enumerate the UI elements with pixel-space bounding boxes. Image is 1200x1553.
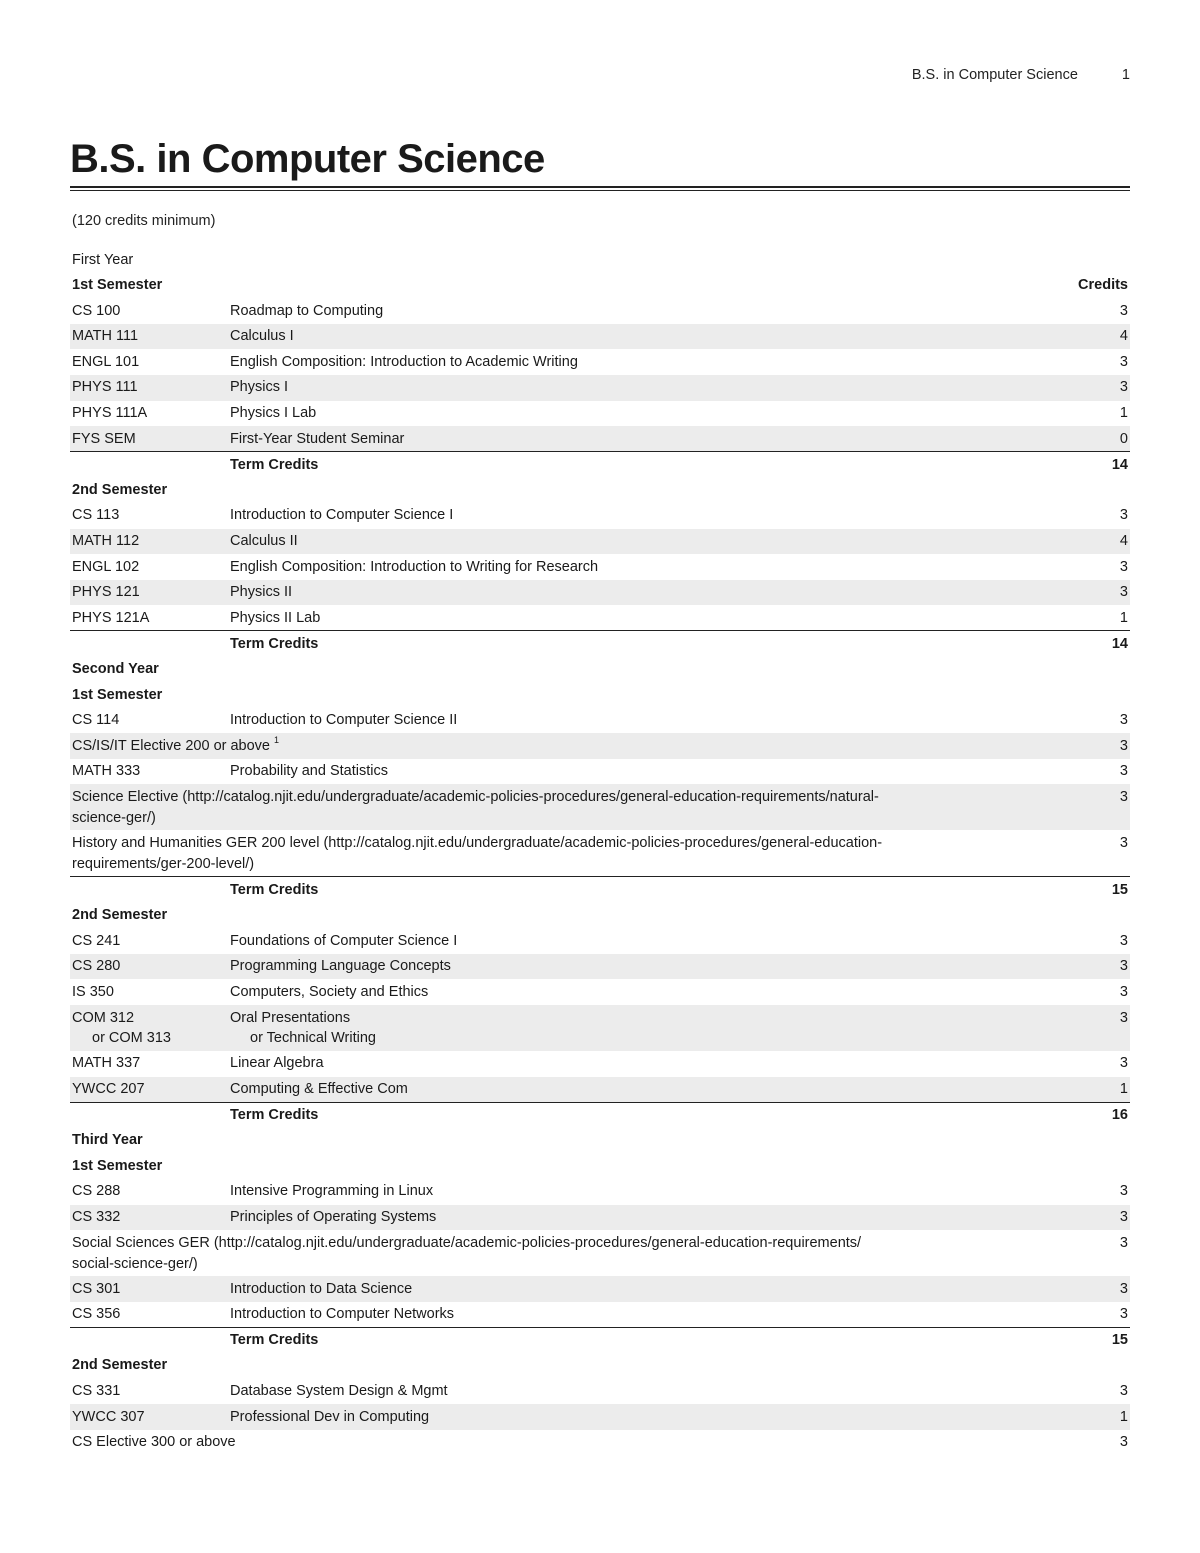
course-code-text: ENGL 102: [72, 558, 140, 575]
course-code-text: ENGL 101: [72, 353, 140, 370]
course-title-text: Physics I: [230, 379, 289, 396]
course-requirement: [70, 830, 988, 877]
course-code-text: IS 350: [72, 983, 114, 1000]
course-title-text: Introduction to Computer Science II: [230, 712, 458, 729]
course-code-text: COM 312: [72, 1009, 135, 1026]
course-code-text: PHYS 111: [72, 379, 138, 396]
course-code: [70, 375, 228, 401]
course-credits: 3: [1119, 1183, 1128, 1200]
course-row: [70, 1378, 1130, 1404]
course-credits: 3: [1119, 1055, 1128, 1072]
course-code: [70, 401, 228, 427]
course-row: [70, 784, 1130, 830]
course-title-text: Introduction to Computer Networks: [230, 1306, 455, 1323]
course-title: [228, 954, 988, 980]
course-title-text: Physics I Lab: [230, 405, 317, 422]
course-row: [70, 503, 1130, 529]
requirement-text: CS Elective 300 or above: [72, 1434, 236, 1451]
course-code: [70, 759, 228, 785]
course-code: [70, 580, 228, 606]
course-row: [70, 298, 1130, 324]
credits-column-header: Credits: [1078, 277, 1128, 294]
semester-label: 2nd Semester: [72, 481, 168, 498]
requirement-text-continued: requirements/ger-200-level/): [72, 855, 255, 872]
term-credits-spacer: [70, 877, 228, 903]
course-code: [70, 1005, 228, 1051]
alternate-course-code: or COM 313: [92, 1030, 171, 1047]
year-heading-row: [70, 247, 1130, 273]
term-credits-value: 16: [988, 1102, 1130, 1128]
course-row: [70, 979, 1130, 1005]
course-title: [228, 324, 988, 350]
course-title: [228, 1179, 988, 1205]
course-code: [70, 1077, 228, 1103]
course-credits: 3: [988, 1276, 1130, 1302]
course-row: [70, 580, 1130, 606]
course-requirement: [70, 1230, 988, 1276]
course-credits: 3: [1119, 1306, 1128, 1323]
course-title: [228, 554, 988, 580]
course-title: [228, 503, 988, 529]
course-code: [70, 1302, 228, 1328]
course-credits: 3: [988, 1005, 1130, 1051]
course-requirement: [70, 1430, 988, 1456]
course-title-text: Principles of Operating Systems: [230, 1209, 437, 1225]
course-row: [70, 1302, 1130, 1328]
course-credits: 3: [988, 954, 1130, 980]
term-credits-row: [70, 631, 1130, 657]
course-title: [228, 708, 988, 734]
course-row: [70, 375, 1130, 401]
course-row: [70, 1179, 1130, 1205]
curriculum-table: [70, 247, 1130, 1455]
course-code-text: CS 241: [72, 932, 121, 949]
course-title: [228, 605, 988, 631]
course-code: [70, 979, 228, 1005]
footnote-marker: 1: [274, 734, 280, 745]
course-code-text: FYS SEM: [72, 430, 136, 447]
course-code: [70, 426, 228, 452]
course-title-text: Programming Language Concepts: [230, 958, 451, 975]
course-title: [228, 298, 988, 324]
term-credits-row: [70, 452, 1130, 478]
term-credits-row: [70, 877, 1130, 903]
course-credits: 3: [1119, 1434, 1128, 1451]
course-credits: 1: [988, 1404, 1130, 1430]
course-credits: 3: [1119, 932, 1128, 949]
credits-minimum-note: (120 credits minimum): [72, 213, 216, 229]
course-row: [70, 529, 1130, 555]
course-code-text: CS 301: [72, 1280, 121, 1297]
course-title-text: Physics II Lab: [230, 609, 321, 626]
course-title: [228, 1077, 988, 1103]
course-code: [70, 324, 228, 350]
course-code-text: YWCC 307: [72, 1408, 145, 1425]
course-code: [70, 1051, 228, 1077]
course-row: [70, 1205, 1130, 1231]
alternate-course-title: or Technical Writing: [250, 1030, 376, 1047]
course-title-text: English Composition: Introduction to Academic Writing: [230, 353, 578, 370]
course-code: [70, 349, 228, 375]
course-code-text: MATH 337: [72, 1055, 141, 1072]
page-number: 1: [1121, 67, 1130, 83]
course-code: [70, 554, 228, 580]
semester-heading-row: [70, 273, 1130, 299]
semester-label: 2nd Semester: [72, 907, 168, 924]
course-title-text: Probability and Statistics: [230, 763, 388, 780]
term-credits-value: 14: [988, 452, 1130, 478]
course-credits: 3: [1119, 712, 1128, 729]
course-code-text: CS 113: [72, 507, 120, 524]
course-title: [228, 979, 988, 1005]
course-row: [70, 1430, 1130, 1456]
course-row: [70, 733, 1130, 759]
semester-heading-row: [70, 1353, 1130, 1379]
course-credits: 3: [1119, 302, 1128, 319]
course-code: [70, 503, 228, 529]
course-title: [228, 1378, 988, 1404]
course-title-text: Introduction to Computer Science I: [230, 507, 454, 524]
course-row: [70, 1005, 1130, 1051]
course-title: [228, 928, 988, 954]
course-title: [228, 426, 988, 452]
semester-heading-row: [70, 682, 1130, 708]
course-title-text: English Composition: Introduction to Writing for Research: [230, 558, 599, 575]
term-credits-row: [70, 1102, 1130, 1128]
course-title-text: Intensive Programming in Linux: [230, 1183, 434, 1200]
course-title-text: Professional Dev in Computing: [230, 1408, 430, 1425]
term-credits-label: Term Credits: [228, 452, 988, 478]
term-credits-spacer: [70, 1102, 228, 1128]
course-credits: 3: [988, 580, 1130, 606]
course-title-text: Linear Algebra: [230, 1055, 324, 1072]
course-title: [228, 1302, 988, 1328]
course-credits: 3: [1119, 1235, 1128, 1252]
course-code-text: MATH 112: [72, 533, 140, 550]
course-row: [70, 928, 1130, 954]
semester-heading-row: [70, 477, 1130, 503]
page-title: B.S. in Computer Science: [70, 137, 545, 181]
course-credits: 3: [1119, 507, 1128, 524]
term-credits-label: Term Credits: [228, 631, 988, 657]
requirement-text-continued: social-science-ger/): [72, 1255, 198, 1272]
term-credits-label: Term Credits: [228, 1102, 988, 1128]
term-credits-value: 14: [988, 631, 1130, 657]
semester-label: 1st Semester: [72, 1157, 163, 1174]
course-credits: 3: [988, 733, 1130, 759]
course-title-text: Roadmap to Computing: [230, 302, 384, 319]
course-code: [70, 1179, 228, 1205]
course-row: [70, 554, 1130, 580]
course-code-text: CS 332: [72, 1209, 121, 1225]
course-credits: 0: [988, 426, 1130, 452]
course-title: [228, 759, 988, 785]
course-row: [70, 1276, 1130, 1302]
course-code: [70, 1404, 228, 1430]
course-credits: 1: [1119, 405, 1128, 422]
course-row: [70, 426, 1130, 452]
running-header: [912, 67, 1130, 83]
course-credits: 1: [1119, 609, 1128, 626]
requirement-text: History and Humanities GER 200 level (http://catalog.njit.edu/undergraduate/academic-policies-procedures/general-education-: [72, 835, 883, 852]
course-code: [70, 1205, 228, 1231]
course-code: [70, 1378, 228, 1404]
course-code-text: CS 356: [72, 1306, 121, 1323]
course-row: [70, 1077, 1130, 1103]
course-title: [228, 1205, 988, 1231]
course-code-text: MATH 111: [72, 328, 139, 345]
semester-heading-row: [70, 903, 1130, 929]
course-credits: 3: [1119, 1382, 1128, 1399]
course-requirement: [70, 784, 988, 830]
course-credits: 1: [988, 1077, 1130, 1103]
course-code-text: CS 331: [72, 1382, 121, 1399]
course-title: [228, 1404, 988, 1430]
term-credits-row: [70, 1327, 1130, 1353]
course-title-text: Database System Design & Mgmt: [230, 1382, 448, 1399]
course-title: [228, 349, 988, 375]
course-title-text: Computing & Effective Com: [230, 1081, 408, 1098]
course-code: [70, 708, 228, 734]
course-row: [70, 1404, 1130, 1430]
course-code-text: PHYS 121A: [72, 609, 150, 626]
course-title: [228, 375, 988, 401]
course-credits: 3: [1119, 353, 1128, 370]
course-row: [70, 759, 1130, 785]
title-rule: [70, 186, 1130, 191]
course-code: [70, 1276, 228, 1302]
term-credits-spacer: [70, 631, 228, 657]
term-credits-value: 15: [988, 1327, 1130, 1353]
course-row: [70, 830, 1130, 877]
requirement-text-continued: science-ger/): [72, 809, 156, 826]
course-title: [228, 1276, 988, 1302]
year-label: Second Year: [72, 661, 159, 677]
semester-heading-row: [70, 1153, 1130, 1179]
course-row: [70, 708, 1130, 734]
year-label: Third Year: [72, 1132, 143, 1149]
term-credits-spacer: [70, 452, 228, 478]
course-credits: 3: [1119, 835, 1128, 852]
course-credits: 3: [1119, 983, 1128, 1000]
course-code-text: CS 280: [72, 958, 121, 975]
course-title-text: Physics II: [230, 584, 293, 601]
year-heading-row: [70, 657, 1130, 683]
course-row: [70, 1051, 1130, 1077]
course-row: [70, 349, 1130, 375]
course-code: [70, 529, 228, 555]
course-credits: 3: [988, 1205, 1130, 1231]
course-title-text: Foundations of Computer Science I: [230, 932, 458, 949]
running-title: B.S. in Computer Science: [911, 67, 1078, 83]
course-title: [228, 580, 988, 606]
course-row: [70, 1230, 1130, 1276]
course-credits: 3: [1119, 558, 1128, 575]
requirement-text: Science Elective (http://catalog.njit.edu/undergraduate/academic-policies-procedures/general-education-requirements/natural-: [72, 789, 879, 806]
semester-label: 1st Semester: [72, 277, 163, 294]
course-credits: 4: [988, 324, 1130, 350]
course-code-text: CS 288: [72, 1183, 121, 1200]
year-heading-row: [70, 1128, 1130, 1154]
course-title-text: Oral Presentations: [230, 1009, 351, 1026]
course-row: [70, 401, 1130, 427]
course-row: [70, 324, 1130, 350]
course-row: [70, 954, 1130, 980]
course-credits: 3: [1119, 763, 1128, 780]
course-code-text: MATH 333: [72, 763, 141, 780]
course-title: [228, 529, 988, 555]
course-title: [228, 1005, 988, 1051]
term-credits-label: Term Credits: [228, 877, 988, 903]
course-title-text: Calculus I: [230, 328, 294, 345]
course-code: [70, 605, 228, 631]
course-code-text: CS 100: [72, 302, 121, 319]
course-title-text: First-Year Student Seminar: [230, 430, 405, 447]
semester-label: 2nd Semester: [72, 1357, 168, 1374]
course-code-text: YWCC 207: [72, 1081, 145, 1098]
course-credits: 3: [988, 784, 1130, 830]
course-code: [70, 954, 228, 980]
course-requirement: [70, 733, 988, 759]
course-code-text: PHYS 111A: [72, 405, 148, 422]
course-credits: 4: [988, 529, 1130, 555]
term-credits-value: 15: [988, 877, 1130, 903]
requirement-text: Social Sciences GER (http://catalog.njit.edu/undergraduate/academic-policies-procedures/general-education-requirements/: [72, 1235, 862, 1252]
course-code: [70, 928, 228, 954]
course-row: [70, 605, 1130, 631]
course-code: [70, 298, 228, 324]
course-title-text: Calculus II: [230, 533, 298, 550]
course-title-text: Introduction to Data Science: [230, 1280, 413, 1297]
term-credits-label: Term Credits: [228, 1327, 988, 1353]
course-code-text: PHYS 121: [72, 584, 140, 601]
course-title: [228, 401, 988, 427]
course-code-text: CS 114: [72, 712, 120, 729]
course-title: [228, 1051, 988, 1077]
course-credits: 3: [988, 375, 1130, 401]
term-credits-spacer: [70, 1327, 228, 1353]
semester-label: 1st Semester: [72, 686, 163, 703]
year-label: First Year: [72, 251, 134, 268]
course-title-text: Computers, Society and Ethics: [230, 983, 429, 1000]
requirement-text: CS/IS/IT Elective 200 or above: [72, 737, 271, 754]
